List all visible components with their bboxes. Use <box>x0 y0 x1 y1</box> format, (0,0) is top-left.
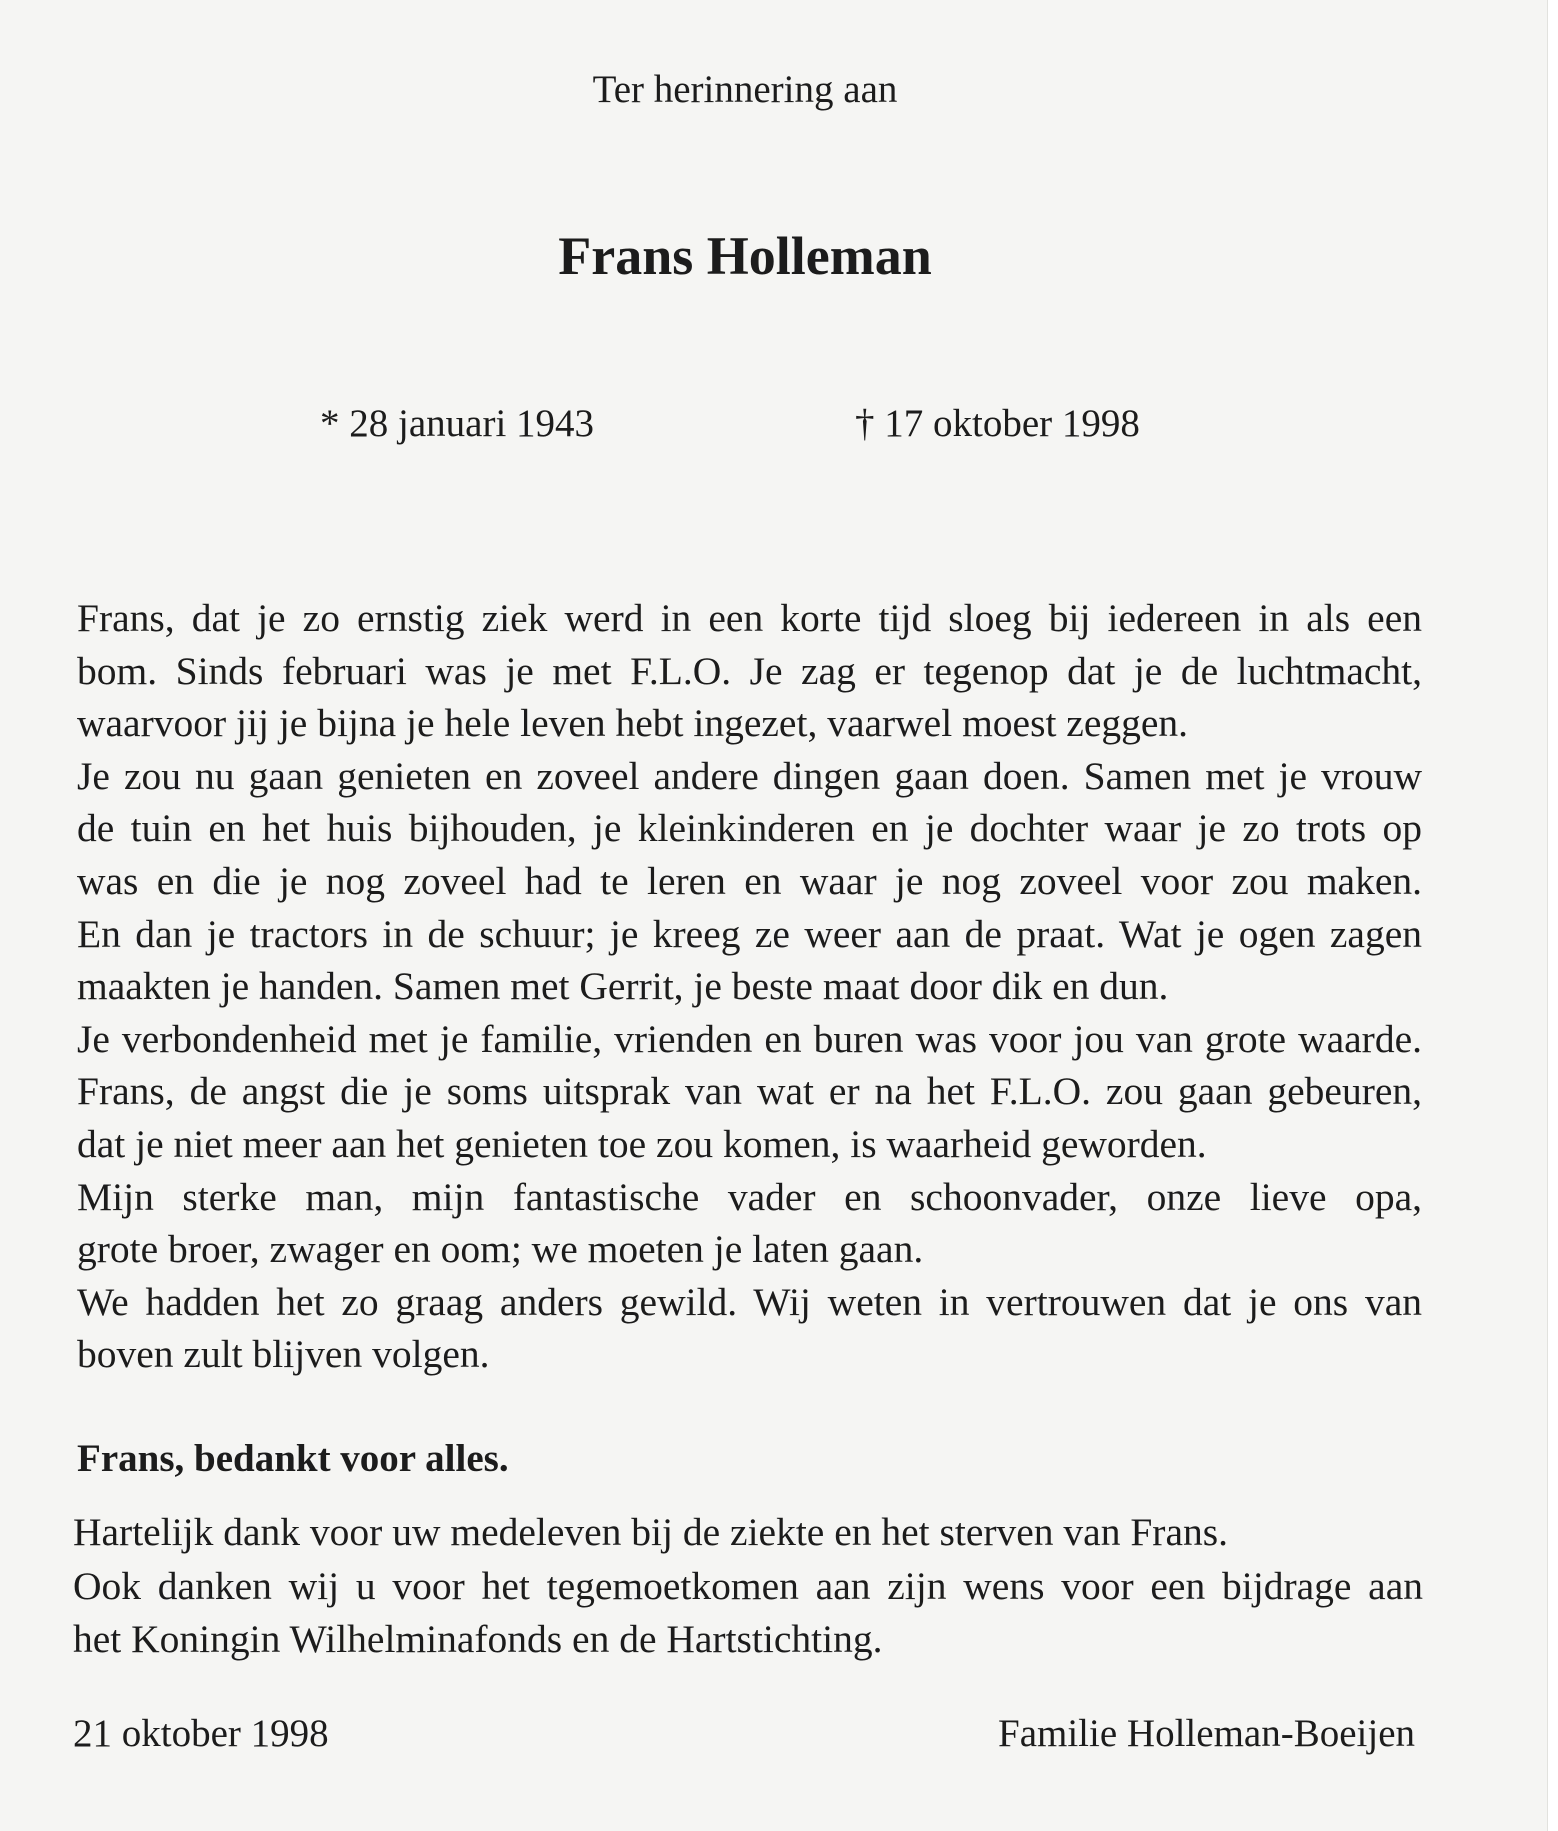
memorial-text <box>77 592 1422 1381</box>
closing-text-line: Hartelijk dank voor uw medeleven bij de ziekte en het sterven van Frans. <box>73 1510 1228 1554</box>
thanks-heading: Frans, bedankt voor alles. <box>77 1437 509 1480</box>
memorial-text-line: de tuin en het huis bijhouden, je kleinkinderen en je dochter waar je zo trots op <box>77 806 1422 851</box>
memorial-text-line: En dan je tractors in de schuur; je kreeg ze weer aan de praat. Wat je ogen zagen <box>77 911 1422 956</box>
footer-date: 21 oktober 1998 <box>73 1712 329 1755</box>
closing-text <box>73 1506 1423 1667</box>
family-signature: Familie Holleman-Boeijen <box>998 1712 1415 1755</box>
memorial-text-line: Frans, dat je zo ernstig ziek werd in een korte tijd sloeg bij iedereen in als een <box>77 596 1422 640</box>
death-date: † 17 oktober 1998 <box>855 402 1140 445</box>
memorial-text-line: waarvoor jij je bijna je hele leven hebt ingezet, vaarwel moest zeggen. <box>77 701 1189 746</box>
memorial-text-line: bom. Sinds februari was je met F.L.O. Je zag er tegenop dat je de luchtmacht, <box>77 648 1422 693</box>
memorial-text-line: Je verbondenheid met je familie, vrienden en buren was voor jou van grote waarde. <box>77 1016 1422 1061</box>
memorial-text-line: dat je niet meer aan het genieten toe zou komen, is waarheid geworden. <box>77 1121 1207 1166</box>
memorial-text-line: grote broer, zwager en oom; we moeten je laten gaan. <box>77 1227 924 1272</box>
deceased-name: Frans Holleman <box>558 226 932 286</box>
closing-text-line: Ook danken wij u voor het tegemoetkomen aan zijn wens voor een bijdrage aan <box>73 1563 1423 1608</box>
memorial-text-line: maakten je handen. Samen met Gerrit, je beste maat door dik en dun. <box>77 964 1169 1009</box>
scan-edge <box>1547 0 1558 1831</box>
closing-text-line: het Koningin Wilhelminafonds en de Hartstichting. <box>73 1617 883 1661</box>
memorial-text-line: We hadden het zo graag anders gewild. Wij weten in vertrouwen dat je ons van <box>77 1279 1422 1324</box>
memorial-text-line: was en die je nog zoveel had te leren en waar je nog zoveel voor zou maken. <box>77 858 1422 903</box>
birth-date: * 28 januari 1943 <box>320 402 595 445</box>
memorial-text-line: Frans, de angst die je soms uitsprak van wat er na het F.L.O. zou gaan gebeuren, <box>77 1069 1422 1114</box>
memorial-text-line: Je zou nu gaan genieten en zoveel andere dingen gaan doen. Samen met je vrouw <box>77 753 1422 798</box>
intro-text: Ter herinnering aan <box>592 68 898 111</box>
memorial-text-line: Mijn sterke man, mijn fantastische vader en schoonvader, onze lieve opa, <box>77 1174 1422 1219</box>
memorial-text-line: boven zult blijven volgen. <box>77 1332 490 1377</box>
